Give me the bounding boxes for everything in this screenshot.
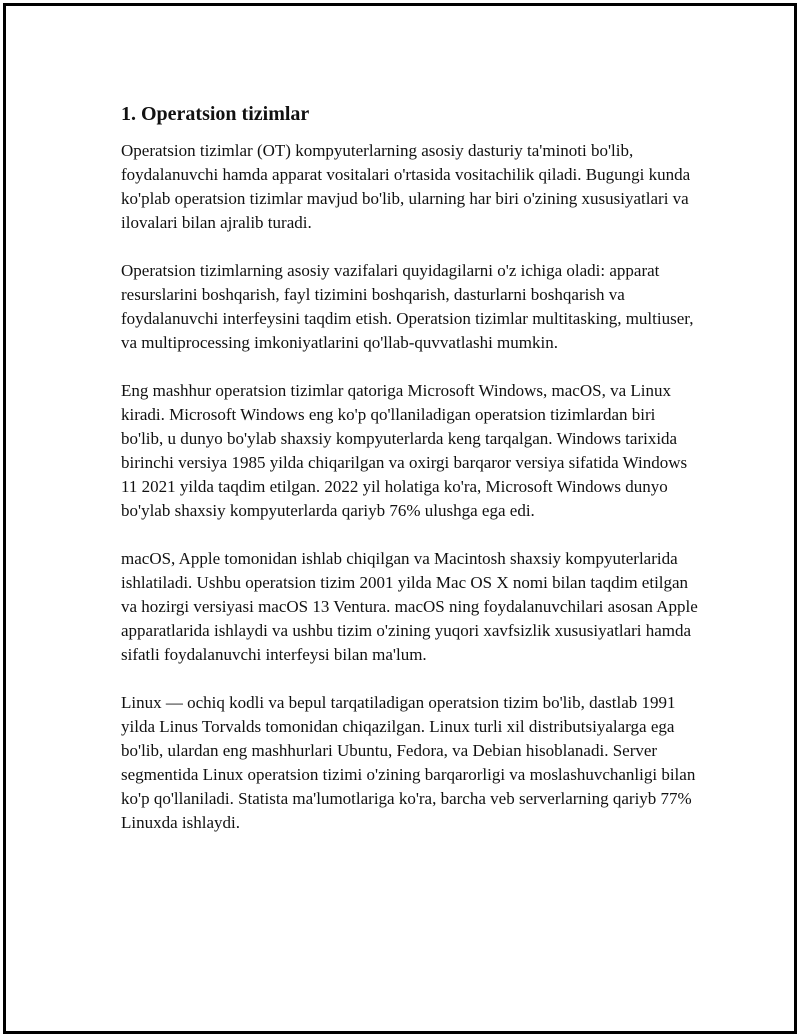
paragraph-intro: Operatsion tizimlar (OT) kompyuterlarning asosiy dasturiy ta'minoti bo'lib, foydalanuvchi hamda apparat vositalari o'rtasida vositachilik qiladi. Bugungi kunda ko'plab operatsion tizimlar mavjud bo'lib, ularning har biri o'zining xususiyatlari va ilovalari bilan ajralib turadi. <box>121 141 691 232</box>
paragraph-windows: Eng mashhur operatsion tizimlar qatoriga Microsoft Windows, macOS, va Linux kiradi. Microsoft Windows eng ko'p qo'llaniladigan operatsion tizimlardan biri bo'lib, u dunyo bo'ylab shaxsiy kompyuterlarda keng tarqalgan. Windows tarixida birinchi versiya 1985 yilda chiqarilgan va oxirgi barqaror versiya sifatida Windows 11 2021 yilda taqdim etilgan. 2022 yil holatiga ko'ra, Microsoft Windows dunyo bo'ylab shaxsiy kompyuterlarda qariyb 76% ulushga ega edi. <box>121 381 688 520</box>
document-title: 1. Operatsion tizimlar <box>121 103 310 125</box>
paragraph-functions: Operatsion tizimlarning asosiy vazifalari quyidagilarni o'z ichiga oladi: apparat resurslarini boshqarish, fayl tizimini boshqarish, dasturlarni boshqarish va foydalanuvchi interfeysini taqdim etish. Operatsion tizimlar multitasking, multiuser, va multiprocessing imkoniyatlarini qo'llab-quvvatlashi mumkin. <box>121 261 694 352</box>
page-frame <box>3 3 797 1034</box>
paragraph-linux: Linux — ochiq kodli va bepul tarqatiladigan operatsion tizim bo'lib, dastlab 1991 yilda Linus Torvalds tomonidan chiqazilgan. Linux turli xil distributsiyalarga ega bo'lib, ulardan eng mashhurlari Ubuntu, Fedora, va Debian hisoblanadi. Server segmentida Linux operatsion tizimi o'zining barqarorligi va moslashuvchanligi bilan ko'p qo'llaniladi. Statista ma'lumotlariga ko'ra, barcha veb serverlarning qariyb 77% Linuxda ishlaydi. <box>121 693 696 832</box>
document-body <box>121 101 701 859</box>
paragraph-macos: macOS, Apple tomonidan ishlab chiqilgan va Macintosh shaxsiy kompyuterlarida ishlatiladi. Ushbu operatsion tizim 2001 yilda Mac OS X nomi bilan taqdim etilgan va hozirgi versiyasi macOS 13 Ventura. macOS ning foydalanuvchilari asosan Apple apparatlarida ishlaydi va ushbu tizim o'zining yuqori xavfsizlik xususiyatlari hamda sifatli foydalanuvchi interfeysi bilan ma'lum. <box>121 549 698 664</box>
